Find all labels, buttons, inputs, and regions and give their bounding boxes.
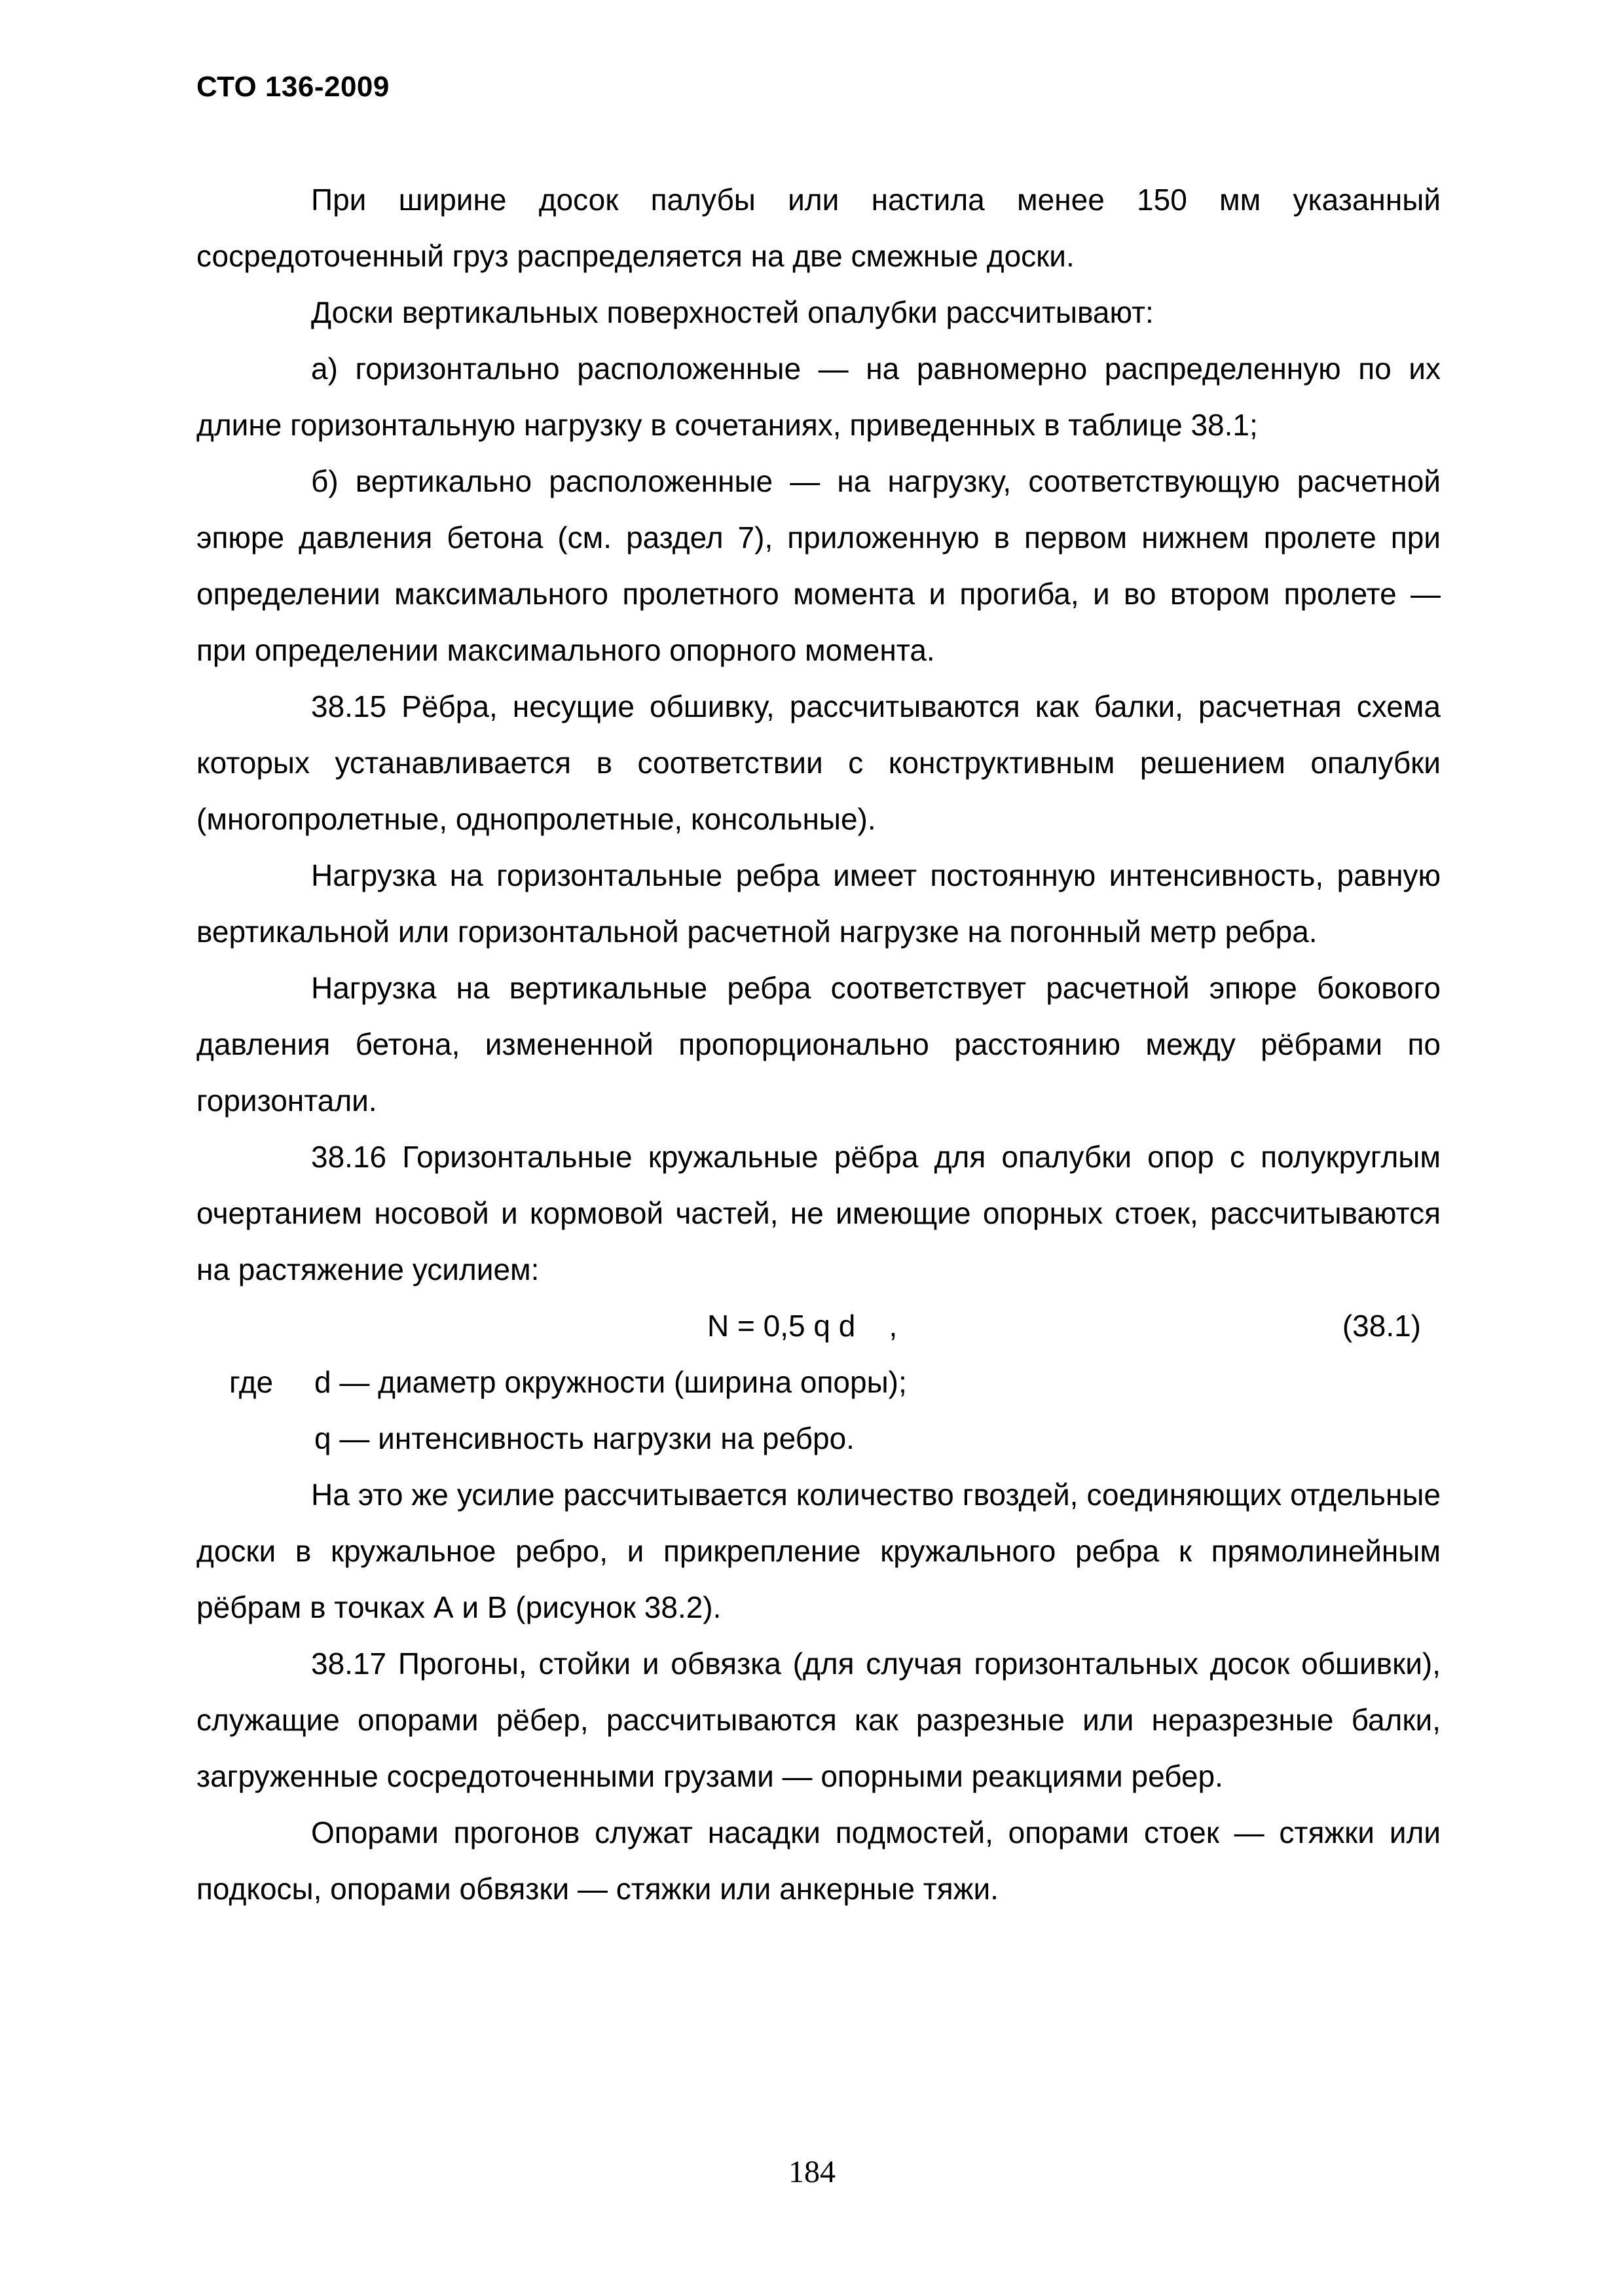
formula-number: (38.1) [1342,1309,1421,1343]
paragraph: б) вертикально расположенные — на нагрузку, соответствующую расчетной эпюре давления бетона (см. раздел 7), приложенную в первом нижнем пролете при определении максимального пролетного момента и прогиба, и во втором пролете — при определении максимального опорного момента. [196,464,1441,667]
paragraph: а) горизонтально расположенные — на равномерно распределенную по их длине горизонтальную нагрузку в сочетаниях, приведенных в таблице 38.1; [196,352,1441,442]
document-header: СТО 136-2009 [196,71,390,103]
definition-q: q — интенсивность нагрузки на ребро. [314,1421,855,1455]
paragraph: 38.17 Прогоны, стойки и обвязка (для случая горизонтальных досок обшивки), служащие опорами рёбер, рассчитываются как разрезные или неразрезные балки, загруженные сосредоточенными грузами — опорными реакциями ребер. [196,1647,1441,1793]
paragraph: При ширине досок палубы или настила менее 150 мм указанный сосредоточенный груз распределяется на две смежные доски. [196,183,1441,273]
page-number: 184 [788,2155,836,2189]
where-row [196,1354,1441,1410]
definition-d: d — диаметр окружности (ширина опоры); [314,1365,907,1399]
paragraph: Опорами прогонов служат насадки подмостей, опорами стоек — стяжки или подкосы, опорами обвязки — стяжки или анкерные тяжи. [196,1815,1441,1906]
definition-row [196,1410,1441,1467]
paragraph: Доски вертикальных поверхностей опалубки рассчитывают: [311,295,1154,329]
paragraph: 38.16 Горизонтальные кружальные рёбра для опалубки опор с полукруглым очертанием носовой и кормовой частей, не имеющие опорных стоек, рассчитываются на растяжение усилием: [196,1140,1441,1286]
paragraph: Нагрузка на вертикальные ребра соответствует расчетной эпюре бокового давления бетона, измененной пропорционально расстоянию между рёбрами по горизонтали. [196,971,1441,1118]
where-label: где [229,1365,274,1399]
document-body [196,172,1441,1917]
formula-row [196,1298,1441,1354]
paragraph: 38.15 Рёбра, несущие обшивку, рассчитываются как балки, расчетная схема которых устанавливается в соответствии с конструктивным решением опалубки (многопролетные, однопролетные, консольные). [196,689,1441,836]
paragraph: Нагрузка на горизонтальные ребра имеет постоянную интенсивность, равную вертикальной или горизонтальной расчетной нагрузке на погонный метр ребра. [196,858,1441,949]
formula: N = 0,5 q d , [707,1309,898,1343]
paragraph: На это же усилие рассчитывается количество гвоздей, соединяющих отдельные доски в кружальное ребро, и прикрепление кружального ребра к прямолинейным рёбрам в точках А и В (рисунок 38.2). [196,1478,1441,1624]
